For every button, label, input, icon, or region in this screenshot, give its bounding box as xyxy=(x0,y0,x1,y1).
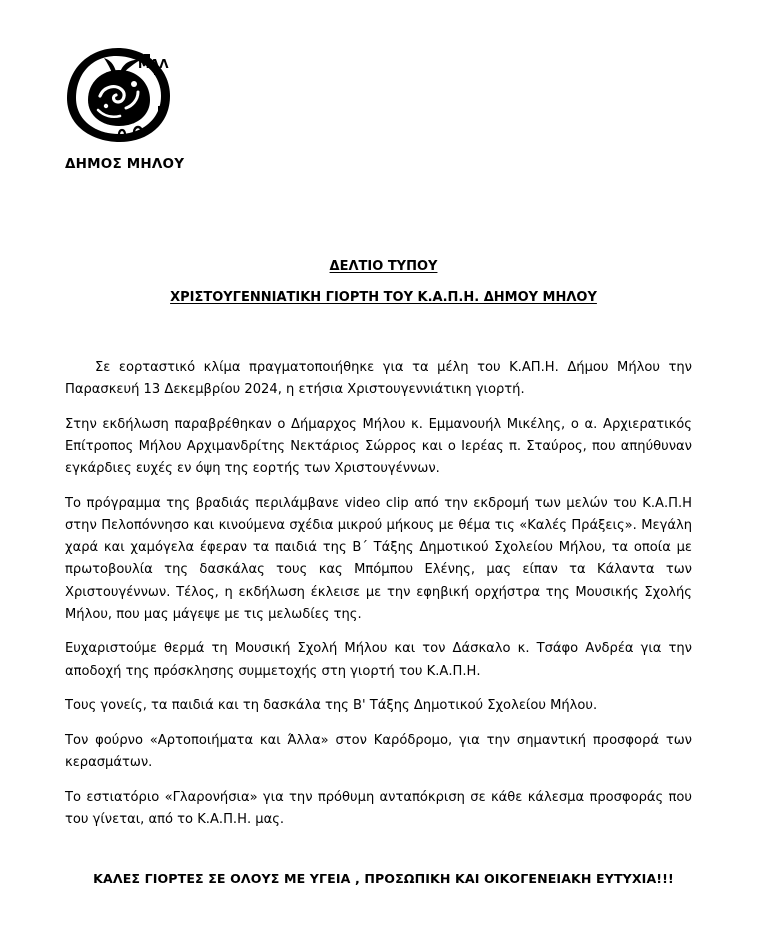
milos-coin-seal-icon xyxy=(64,46,172,144)
logo-text: ΜΑΛ xyxy=(138,57,169,71)
document-body xyxy=(65,357,692,843)
document-subtitle: ΧΡΙΣΤΟΥΓΕΝΝΙΑΤΙΚΗ ΓΙΟΡΤΗ ΤΟΥ Κ.Α.Π.Η. ΔΗΜΟΥ ΜΗΛΟΥ xyxy=(170,290,597,305)
paragraph: Το πρόγραμμα της βραδιάς περιλάμβανε video clip από την εκδρομή των μελών του Κ.Α.Π.Η στην Πελοπόννησο και κινούμενα σχέδια μικρού μήκους με θέμα τις «Καλές Πράξεις». Μεγάλη χαρά και χαμόγελα έφεραν τα παιδιά της Β΄ Τάξης Δημοτικού Σχολείου Μήλου, τα οποία με πρωτοβουλία της δασκάλας τους κας Μπόμπου Ελένης, μας είπαν τα Κάλαντα των Χριστουγέννων. Τέλος, η εκδήλωση έκλεισε με την εφηβική ορχήστρα της Μουσικής Σχολής Μήλου, που μας μάγεψε με τις μελωδίες της. xyxy=(65,495,692,622)
paragraph: Το εστιατόριο «Γλαρονήσια» για την πρόθυμη ανταπόκριση σε κάθε κάλεσμα προσφοράς που του γίνεται, από το Κ.Α.Π.Η. μας. xyxy=(65,789,692,827)
paragraph: Στην εκδήλωση παραβρέθηκαν ο Δήμαρχος Μήλου κ. Εμμανουήλ Μικέλης, ο α. Αρχιερατικός Επίτροπος Μήλου Αρχιμανδρίτης Νεκτάριος Σώρρος και ο Ιερέας π. Σταύρος, που απηύθυναν εγκάρδιες ευχές εν όψη της εορτής των Χριστουγέννων. xyxy=(65,416,692,477)
municipality-name: ΔΗΜΟΣ ΜΗΛΟΥ xyxy=(65,156,185,172)
paragraph: Ευχαριστούμε θερμά τη Μουσική Σχολή Μήλου και τον Δάσκαλο κ. Τσάφο Ανδρέα για την αποδοχή της πρόσκλησης συμμετοχής στη γιορτή του Κ.Α.Π.Η. xyxy=(65,641,692,679)
paragraph: Τον φούρνο «Αρτοποιήματα και Άλλα» στον Καρόδρομο, για την σημαντική προσφορά των κερασμάτων. xyxy=(65,732,692,770)
paragraph: Τους γονείς, τα παιδιά και τη δασκάλα της Β' Τάξης Δημοτικού Σχολείου Μήλου. xyxy=(65,698,598,714)
paragraph: Σε εορταστικό κλίμα πραγματοποιήθηκε για τα μέλη του Κ.ΑΠ.Η. Δήμου Μήλου την Παρασκευή 13 Δεκεμβρίου 2024, η ετήσια Χριστουγεννιάτικη γιορτή. xyxy=(65,360,692,398)
document-title: ΔΕΛΤΙΟ ΤΥΠΟΥ xyxy=(329,259,438,274)
closing-greeting: ΚΑΛΕΣ ΓΙΟΡΤΕΣ ΣΕ ΟΛΟΥΣ ΜΕ ΥΓΕΙΑ , ΠΡΟΣΩΠΙΚΗ ΚΑΙ ΟΙΚΟΓΕΝΕΙΑΚΗ ΕΥΤΥΧΙΑ!!! xyxy=(93,871,674,886)
